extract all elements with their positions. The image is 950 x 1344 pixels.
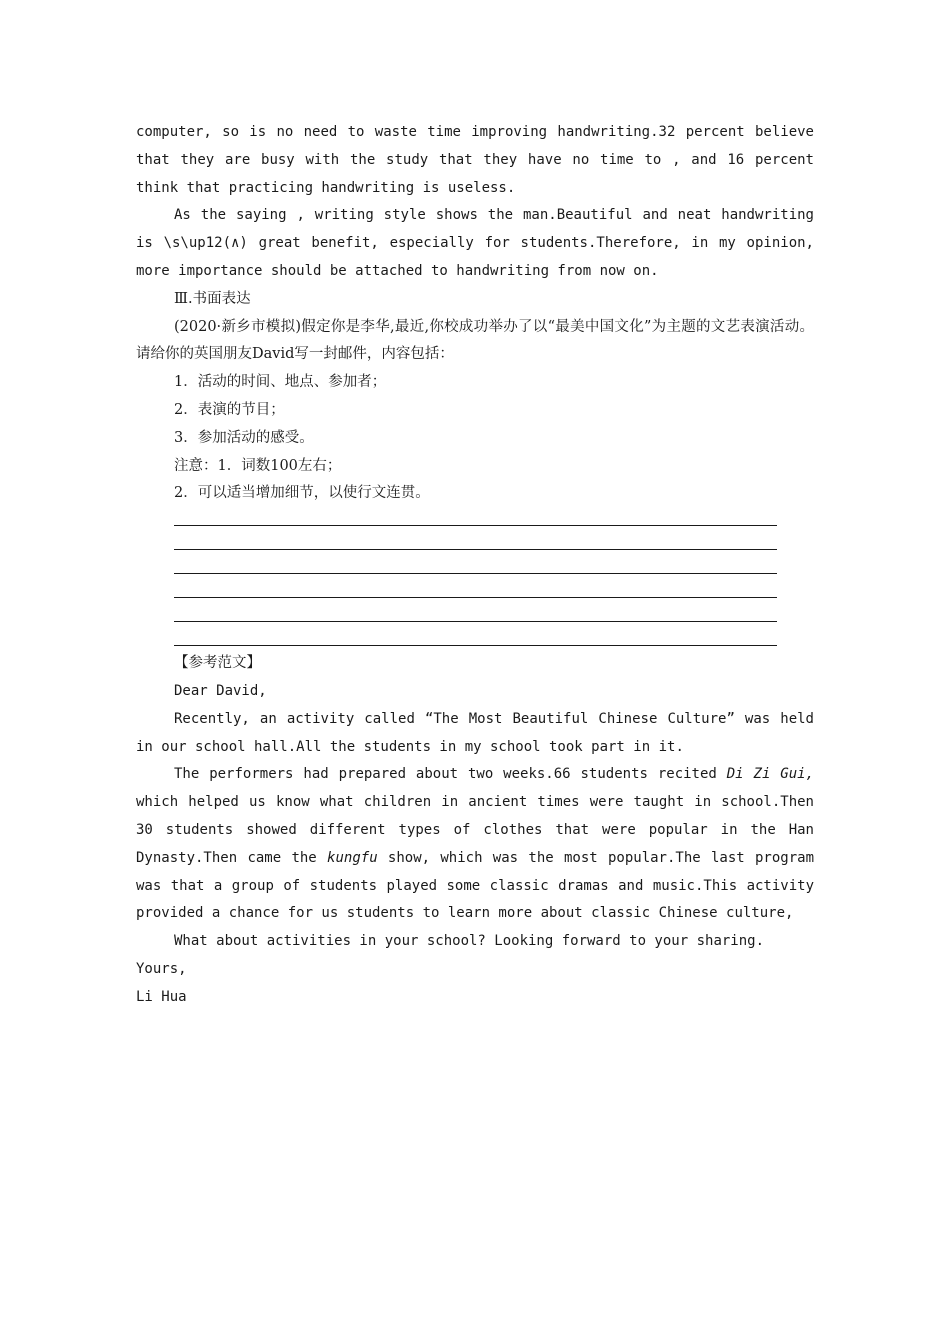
answer-line — [174, 550, 777, 574]
answer-lines — [174, 508, 777, 646]
letter-text: The performers had prepared about two weeks.66 students recited — [174, 766, 727, 783]
section-heading: Ⅲ.书面表达 — [174, 290, 251, 307]
writing-prompt: (2020·新乡市模拟)假定你是李华,最近,你校成功举办了以“最美中国文化”为主题的文艺表演活动。请给你的英国朋友David写一封邮件，内容包括： — [136, 318, 814, 363]
prompt-note: 注意：1．词数100左右； — [174, 457, 342, 474]
prompt-item: 3．参加活动的感受。 — [174, 429, 314, 446]
prompt-item: 2．表演的节目； — [174, 401, 285, 418]
italic-term: kungfu — [327, 849, 378, 866]
letter-text: show, which was the most popular.The last program was that a group of students played some classic dramas and music.This activity provided a chance for us students to learn more about classic Chinese culture, — [136, 849, 815, 922]
letter-signature: Li Hua — [136, 988, 187, 1005]
letter-paragraph: Recently, an activity called “The Most Beautiful Chinese Culture” was held in our school hall.All the students in my school took part in it. — [136, 710, 814, 755]
previous-passage-paragraph: computer, so is no need to waste time improving handwriting.32 percent believe that they are busy with the study that they have no time to , and 16 percent think that practicing handwriting is useless. — [136, 124, 814, 196]
letter-paragraph: What about activities in your school? Looking forward to your sharing. — [174, 933, 765, 950]
answer-line — [174, 574, 777, 598]
letter-closing: Yours, — [136, 960, 187, 977]
prompt-note: 2．可以适当增加细节，以使行文连贯。 — [174, 485, 430, 502]
italic-title: Di Zi Gui, — [726, 766, 814, 783]
letter-paragraph — [136, 761, 814, 928]
answer-line — [174, 598, 777, 622]
document-page — [136, 119, 814, 1012]
letter-greeting: Dear David, — [174, 682, 267, 699]
prompt-item: 1．活动的时间、地点、参加者； — [174, 374, 387, 391]
answer-line — [174, 622, 777, 646]
answer-line — [174, 526, 777, 550]
previous-passage-paragraph: As the saying , writing style shows the man.Beautiful and neat handwriting is \s\up12(∧) great benefit, especially for students.Therefore, in my opinion, more importance should be attached to handwriting from now on. — [136, 207, 814, 279]
sample-essay-label: 【参考范文】 — [174, 655, 261, 672]
answer-line — [174, 517, 777, 526]
letter-text: which helped us know what children in ancient times were taught in school.Then 30 students showed different types of clothes that were popular in the Han Dynasty.Then came the — [136, 794, 814, 866]
